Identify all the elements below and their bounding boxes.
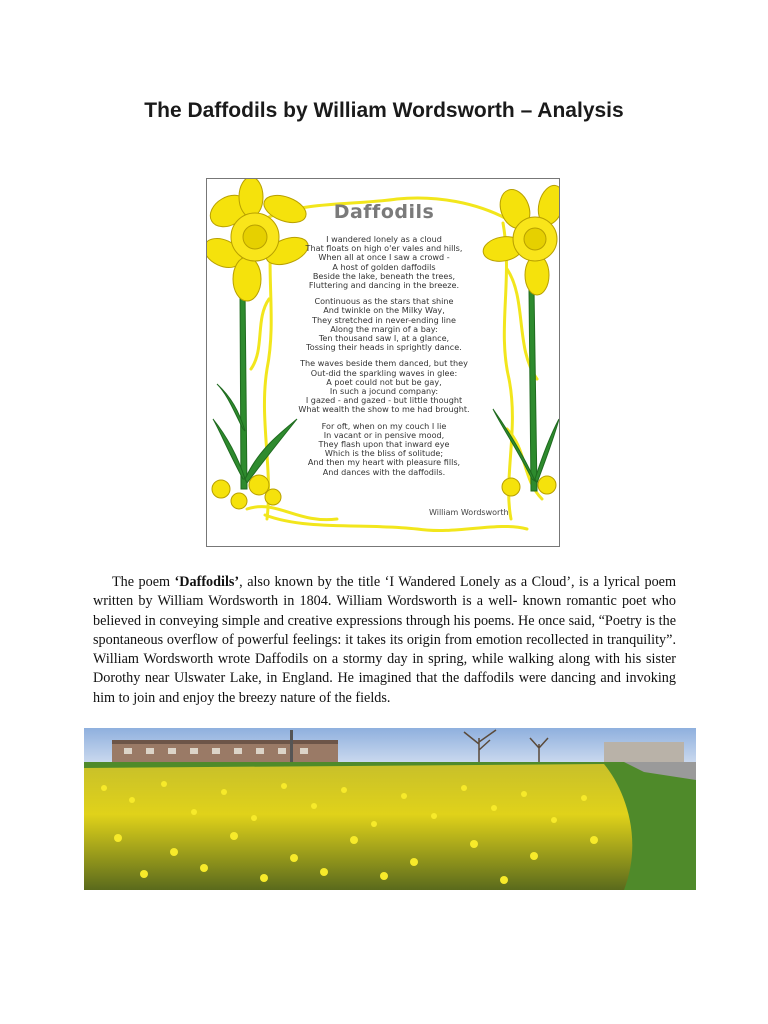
poem-line: When all at once I saw a crowd - (318, 252, 450, 263)
poem-line: Which is the bliss of solitude; (324, 448, 444, 459)
poem-stanza (277, 297, 491, 352)
poem-line: They stretched in never-ending line (312, 314, 456, 325)
poem-line: I wandered lonely as a cloud (326, 234, 442, 244)
paragraph-text: , also known by the title ‘I Wandered Lonely as a Cloud’, is a lyrical poem written by William Wordsworth in 1804. William Wordsworth is a well- known romantic poet who believed in conveying simple and creative expressions through his poems. He once said, “Poetry is the spontaneous overflow of powerful feelings: it takes its origin from emotion recollected in tranquility”. William Wordsworth wrote Daffodils on a stormy day in spring, while walking along with his sister Dorothy near Ulswater Lake, in England. He imagined that the daffodils were dancing and invoking him to join and enjoy the breezy nature of the fields. (93, 574, 676, 706)
poem-stanza (277, 235, 491, 290)
poem-line: And dances with the daffodils. (322, 466, 446, 477)
poem-line: Along the margin of a bay: (330, 323, 438, 334)
poem-line: They flash upon that inward eye (318, 439, 450, 450)
poem-body (277, 235, 491, 484)
poem-illustration (206, 178, 560, 547)
poem-line: And then my heart with pleasure fills, (307, 457, 461, 468)
poem-line: A poet could not but be gay, (326, 376, 442, 387)
poem-author: William Wordsworth (429, 508, 509, 517)
poem-stanza (277, 359, 491, 414)
poem-line: In such a jocund company: (329, 386, 439, 397)
poem-heading: Daffodils (333, 201, 435, 223)
poem-line: In vacant or in pensive mood, (323, 429, 445, 440)
poem-line: Beside the lake, beneath the trees, (312, 270, 456, 281)
poem-line: The waves beside them danced, but they (300, 358, 468, 369)
document-title: The Daffodils by William Wordsworth – Analysis (144, 99, 624, 122)
poem-line: That floats on high o'er vales and hills, (305, 243, 463, 254)
poem-line: For oft, when on my couch I lie (321, 420, 447, 431)
poem-line: Out-did the sparkling waves in glee: (310, 367, 458, 378)
poem-line: Fluttering and dancing in the breeze. (308, 280, 460, 291)
poem-line: Tossing their heads in sprightly dance. (306, 342, 462, 353)
poem-line: A host of golden daffodils (332, 261, 436, 272)
poem-name: ‘Daffodils’ (174, 574, 240, 590)
poem-line: Continuous as the stars that shine (314, 296, 454, 307)
paragraph-intro: The poem (112, 574, 175, 590)
poem-line: What wealth the show to me had brought. (298, 404, 470, 415)
daffodil-field-photo (84, 728, 696, 890)
analysis-paragraph (93, 573, 676, 708)
poem-line: And twinkle on the Milky Way, (323, 305, 445, 316)
poem-line: I gazed - and gazed - but little thought (305, 395, 463, 406)
poem-line: Ten thousand saw I, at a glance, (318, 333, 450, 344)
field-photo-image (84, 728, 696, 890)
poem-stanza (277, 422, 491, 477)
